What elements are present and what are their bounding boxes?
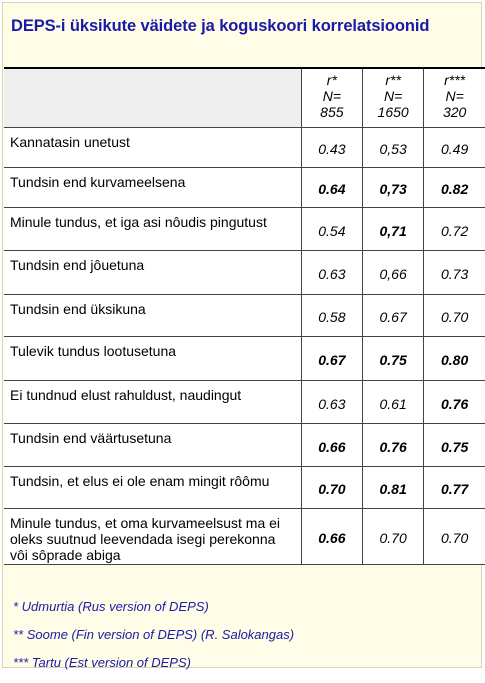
row-label: Tundsin end väärtusetuna (4, 423, 301, 466)
correlation-value: 0.82 (424, 167, 485, 207)
header-n-value: 320 (442, 104, 467, 120)
correlation-value: 0.76 (362, 423, 423, 466)
correlation-value: 0,71 (362, 207, 423, 250)
table-row (4, 466, 485, 508)
header-udmurtia (301, 68, 362, 127)
correlation-value: 0.67 (362, 294, 423, 336)
header-tartu (424, 68, 485, 127)
correlation-value: 0.58 (301, 294, 362, 336)
table-row (4, 294, 485, 336)
correlation-value: 0.67 (301, 336, 362, 380)
correlation-table (4, 67, 485, 565)
correlation-value: 0,66 (362, 250, 423, 294)
correlation-value: 0,53 (362, 127, 423, 167)
row-label: Minule tundus, et iga asi nôudis pingutust (4, 207, 301, 250)
correlation-value: 0.70 (301, 466, 362, 508)
header-r-label: r** (385, 72, 401, 88)
correlation-value: 0.73 (424, 250, 485, 294)
row-label: Kannatasin unetust (4, 127, 301, 167)
row-label: Tundsin end jôuetuna (4, 250, 301, 294)
correlation-value: 0.64 (301, 167, 362, 207)
correlation-value: 0.63 (301, 380, 362, 423)
correlation-value: 0.75 (362, 336, 423, 380)
header-n-label: N= (445, 88, 464, 104)
correlation-value: 0.81 (362, 466, 423, 508)
footnote-soome: ** Soome (Fin version of DEPS) (R. Salokangas) (13, 627, 295, 642)
header-n-label: N= (322, 88, 341, 104)
correlation-value: 0.49 (424, 127, 485, 167)
row-label: Minule tundus, et oma kurvameelsust ma ei oleks suutnud leevendada isegi perekonna vôi sôprade abiga (4, 508, 301, 564)
row-label: Tulevik tundus lootusetuna (4, 336, 301, 380)
header-n-value: 855 (320, 104, 344, 120)
correlation-value: 0,73 (362, 167, 423, 207)
footnotes (13, 599, 294, 683)
table-row (4, 423, 485, 466)
header-soome (362, 68, 423, 127)
correlation-value: 0.66 (301, 508, 362, 564)
correlation-value: 0.54 (301, 207, 362, 250)
table-row (4, 207, 485, 250)
table-row (4, 167, 485, 207)
row-label: Tundsin, et elus ei ole enam mingit rôômu (4, 466, 301, 508)
correlation-value: 0.70 (424, 294, 485, 336)
correlation-value: 0.70 (362, 508, 423, 564)
correlation-value: 0.80 (424, 336, 485, 380)
table-row (4, 380, 485, 423)
correlation-value: 0.63 (301, 250, 362, 294)
table-row (4, 250, 485, 294)
table-row (4, 336, 485, 380)
table-row (4, 508, 485, 564)
correlation-value: 0.70 (424, 508, 485, 564)
header-n-label: N= (383, 88, 403, 104)
correlation-value: 0.61 (362, 380, 423, 423)
slide-title: DEPS-i üksikute väidete ja koguskoori korrelatsioonid (11, 17, 430, 35)
table-header-row (4, 68, 485, 127)
header-r-label: r*** (444, 72, 466, 88)
row-label: Tundsin end üksikuna (4, 294, 301, 336)
correlation-value: 0.43 (301, 127, 362, 167)
footnote-tartu: *** Tartu (Est version of DEPS) (13, 655, 191, 670)
header-r-label: r* (326, 72, 337, 88)
correlation-value: 0.75 (424, 423, 485, 466)
correlation-value: 0.72 (424, 207, 485, 250)
header-blank-cell (4, 68, 301, 127)
row-label: Tundsin end kurvameelsena (4, 167, 301, 207)
correlation-value: 0.76 (424, 380, 485, 423)
footnote-udmurtia: * Udmurtia (Rus version of DEPS) (13, 599, 209, 614)
header-n-value: 1650 (377, 104, 409, 120)
row-label: Ei tundnud elust rahuldust, naudingut (4, 380, 301, 423)
correlation-value: 0.66 (301, 423, 362, 466)
slide-card (2, 2, 482, 668)
correlation-value: 0.77 (424, 466, 485, 508)
table-row (4, 127, 485, 167)
